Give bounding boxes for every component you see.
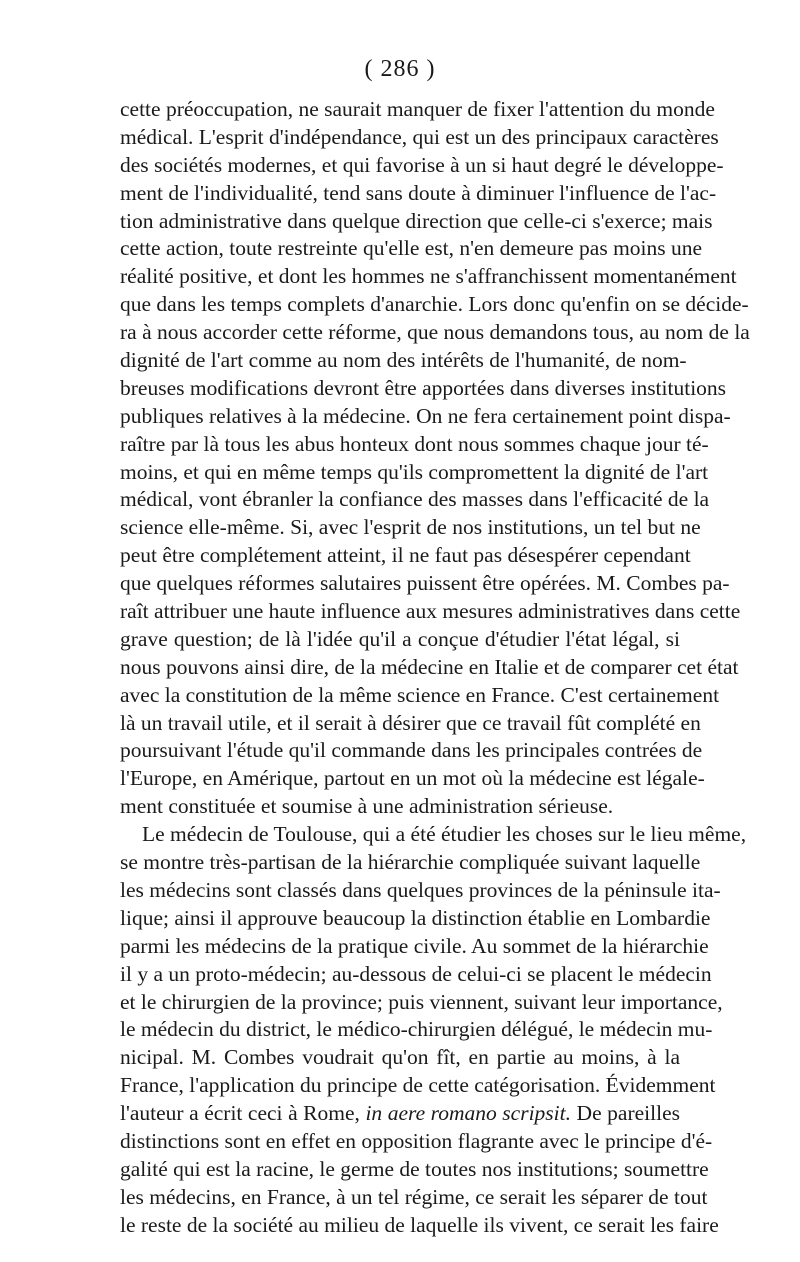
- latin-quote: in aere romano scripsit.: [365, 1101, 571, 1126]
- text-line: ra à nous accorder cette réforme, que nous demandons tous, au nom de la: [120, 320, 750, 345]
- text-line: raît attribuer une haute influence aux mesures administratives dans cette: [120, 599, 741, 624]
- text-line: médical. L'esprit d'indépendance, qui est un des principaux caractères: [120, 124, 719, 149]
- text-line: les médecins sont classés dans quelques provinces de la péninsule ita-: [120, 877, 721, 902]
- text-line: science elle-même. Si, avec l'esprit de nos institutions, un tel but ne: [120, 515, 701, 540]
- text-line-mixed: [120, 1100, 680, 1128]
- text-segment: l'auteur a écrit ceci à Rome,: [120, 1101, 360, 1126]
- page-number: ( 286 ): [364, 56, 436, 82]
- text-line: avec la constitution de la même science en France. C'est certainement: [120, 682, 720, 707]
- text-line: parmi les médecins de la pratique civile. Au sommet de la hiérarchie: [120, 933, 709, 958]
- text-line: des sociétés modernes, et qui favorise à un si haut degré le développe-: [120, 152, 724, 177]
- text-line: ment de l'individualité, tend sans doute à diminuer l'influence de l'ac-: [120, 180, 717, 205]
- text-line: il y a un proto-médecin; au-dessous de celui-ci se placent le médecin: [120, 961, 712, 986]
- text-line: l'Europe, en Amérique, partout en un mot où la médecine est légale-: [120, 766, 705, 791]
- text-line: le médecin du district, le médico-chirurgien délégué, le médecin mu-: [120, 1017, 713, 1042]
- text-line: France, l'application du principe de cette catégorisation. Évidemment: [120, 1073, 716, 1098]
- text-line: les médecins, en France, à un tel régime, ce serait les séparer de tout: [120, 1184, 708, 1209]
- text-line: lique; ainsi il approuve beaucoup la distinction établie en Lombardie: [120, 905, 711, 930]
- text-line: galité qui est la racine, le germe de toutes nos institutions; soumettre: [120, 1156, 709, 1181]
- text-line: tion administrative dans quelque direction que celle-ci s'exerce; mais: [120, 208, 713, 233]
- text-line: grave question; de là l'idée qu'il a conçue d'étudier l'état légal, si: [120, 626, 680, 651]
- text-line: cette action, toute restreinte qu'elle est, n'en demeure pas moins une: [120, 236, 703, 261]
- text-line: nicipal. M. Combes voudrait qu'on fît, en partie au moins, à la: [120, 1045, 680, 1070]
- text-line: et le chirurgien de la province; puis viennent, suivant leur importance,: [120, 989, 723, 1014]
- text-segment: De pareilles: [571, 1101, 680, 1126]
- text-line: peut être complétement atteint, il ne faut pas désespérer cependant: [120, 543, 691, 568]
- text-line: le reste de la société au milieu de laquelle ils vivent, ce serait les faire: [120, 1212, 719, 1237]
- text-line: moins, et qui en même temps qu'ils compromettent la dignité de l'art: [120, 459, 709, 484]
- text-line: poursuivant l'étude qu'il commande dans les principales contrées de: [120, 738, 703, 763]
- body-text: [120, 96, 750, 1240]
- text-line: dignité de l'art comme au nom des intérêts de l'humanité, de nom-: [120, 348, 687, 373]
- paragraph-1: [120, 96, 750, 821]
- text-line: médical, vont ébranler la confiance des masses dans l'efficacité de la: [120, 487, 710, 512]
- text-line: raître par là tous les abus honteux dont nous sommes chaque jour té-: [120, 431, 709, 456]
- text-line: cette préoccupation, ne saurait manquer de fixer l'attention du monde: [120, 97, 715, 121]
- text-line: publiques relatives à la médecine. On ne fera certainement point dispa-: [120, 403, 731, 428]
- text-line: se montre très-partisan de la hiérarchie compliquée suivant laquelle: [120, 850, 701, 875]
- paragraph-2: [120, 821, 747, 1239]
- text-line: nous pouvons ainsi dire, de la médecine en Italie et de comparer cet état: [120, 654, 739, 679]
- text-line: que quelques réformes salutaires puissent être opérées. M. Combes pa-: [120, 571, 730, 596]
- text-line: distinctions sont en effet en opposition flagrante avec le principe d'é-: [120, 1128, 713, 1153]
- text-line: réalité positive, et dont les hommes ne s'affranchissent momentanément: [120, 264, 737, 289]
- text-line: que dans les temps complets d'anarchie. Lors donc qu'enfin on se décide-: [120, 292, 749, 317]
- text-line: là un travail utile, et il serait à désirer que ce travail fût complété en: [120, 710, 701, 735]
- text-line: Le médecin de Toulouse, qui a été étudier les choses sur le lieu même,: [142, 822, 747, 847]
- text-line: ment constituée et soumise à une administration sérieuse.: [120, 794, 614, 819]
- text-line: breuses modifications devront être apportées dans diverses institutions: [120, 375, 727, 400]
